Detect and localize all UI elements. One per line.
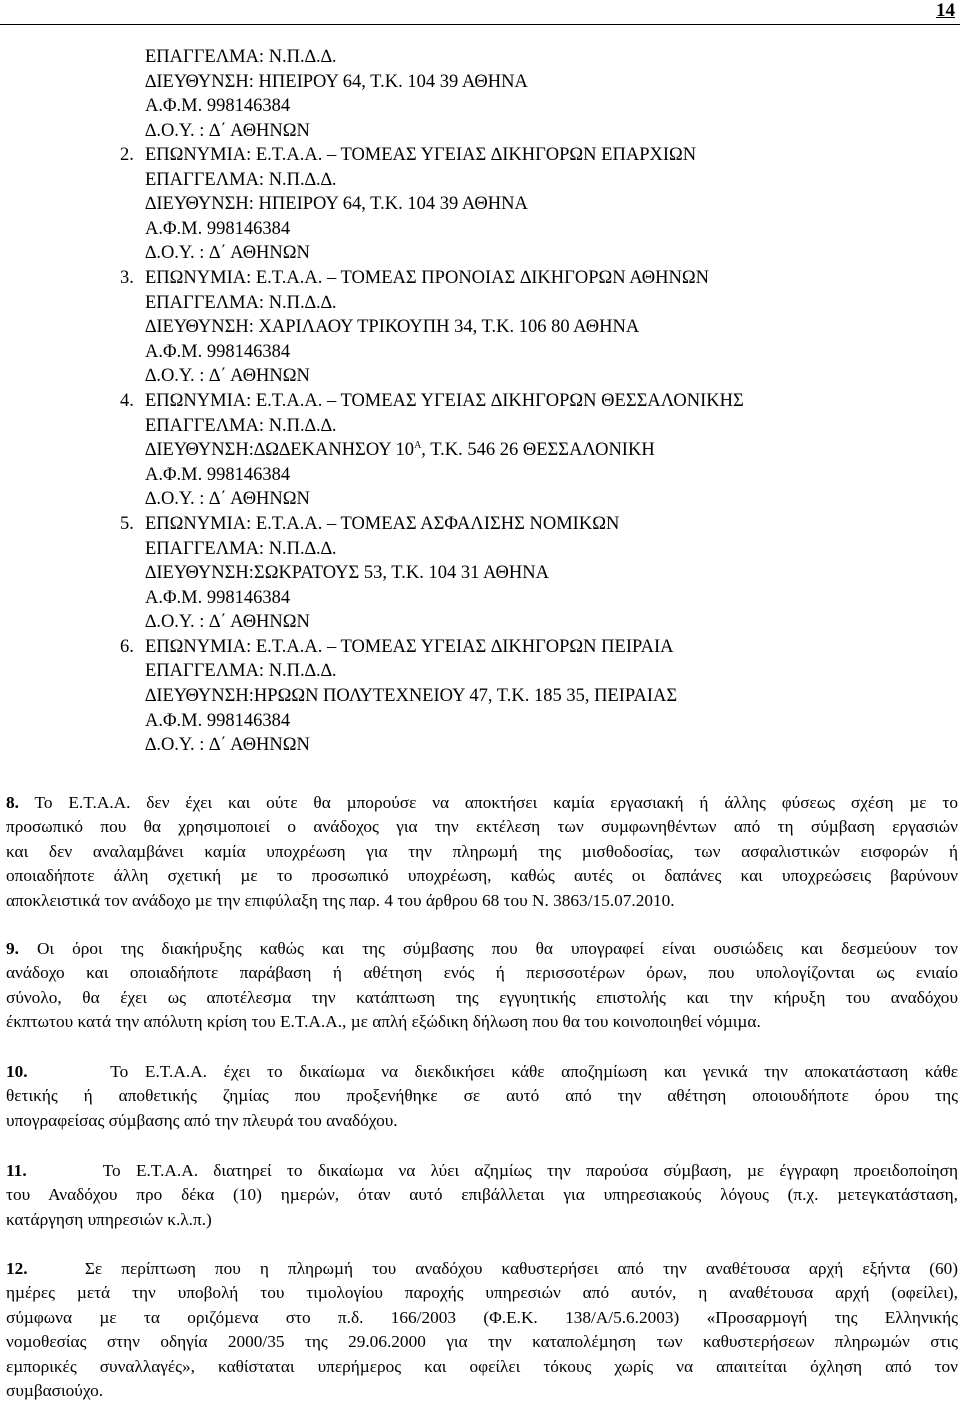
entity-entry-2 <box>120 143 744 266</box>
paragraph-line: αποκλειστικά τον ανάδοχο µε την επιφύλαξη της παρ. 4 του άρθρου 68 του Ν. 3863/15.07.2010. <box>6 890 675 910</box>
name-line: ΕΠΩΝΥΜΙΑ: Ε.Τ.Α.Α. – ΤΟΜΕΑΣ ΠΡΟΝΟΙΑΣ ∆ΙΚΗΓΟΡΩΝ ΑΘΗΝΩΝ <box>145 267 709 288</box>
paragraph-line: ανάδοχο και οποιαδήποτε παράβαση ή αθέτηση ενός ή περισσοτέρων όρων, που υπολογίζονται ως ενιαίο <box>6 963 958 983</box>
paragraph-line: και δεν αναλαµβάνει καµία υποχρέωση για την πληρωµή της µισθοδοσίας, των ασφαλιστικών εισφορών ή <box>6 841 958 861</box>
paragraph-12 <box>6 1257 958 1403</box>
entity-entry-5 <box>120 512 744 635</box>
profession-line: ΕΠΑΓΓΕΛΜΑ: Ν.Π.∆.∆. <box>145 292 337 313</box>
paragraph-10 <box>6 1060 958 1133</box>
paragraph-line: εµπορικές συναλλαγές», καθίσταται υπερήµερος και οφείλει τόκους χωρίς να απαιτείται όχληση από τον <box>6 1356 958 1376</box>
afm-line: Α.Φ.Μ. 998146384 <box>145 341 291 362</box>
paragraph-number: 12. <box>6 1259 28 1278</box>
address-line: ∆ΙΕΥΘΥΝΣΗ: ΧΑΡΙΛΑΟΥ ΤΡΙΚΟΥΠΗ 34, Τ.Κ. 106 80 ΑΘΗΝΑ <box>145 317 640 338</box>
profession-line: ΕΠΑΓΓΕΛΜΑ: Ν.Π.∆.∆. <box>145 47 337 67</box>
paragraph-9 <box>6 937 958 1035</box>
name-line: ΕΠΩΝΥΜΙΑ: Ε.Τ.Α.Α. – ΤΟΜΕΑΣ ΥΓΕΙΑΣ ∆ΙΚΗΓΟΡΩΝ ΕΠΑΡΧΙΩΝ <box>145 145 697 165</box>
paragraph-number: 9. <box>6 939 19 958</box>
paragraph-line: Το Ε.Τ.Α.Α. διατηρεί το δικαίωµα να λύει αζηµίως την παρούσα σύµβαση, µε έγγραφη προειδοποίηση <box>102 1161 958 1180</box>
doy-line: ∆.Ο.Υ. : ∆΄ ΑΘΗΝΩΝ <box>145 489 310 510</box>
name-line: ΕΠΩΝΥΜΙΑ: Ε.Τ.Α.Α. – ΤΟΜΕΑΣ ΥΓΕΙΑΣ ∆ΙΚΗΓΟΡΩΝ ΘΕΣΣΑΛΟΝΙΚΗΣ <box>145 390 744 411</box>
doy-line: ∆.Ο.Υ. : ∆΄ ΑΘΗΝΩΝ <box>145 366 310 387</box>
profession-line: ΕΠΑΓΓΕΛΜΑ: Ν.Π.∆.∆. <box>145 415 337 436</box>
address-line: ∆ΙΕΥΘΥΝΣΗ: ΗΠΕΙΡΟΥ 64, Τ.Κ. 104 39 ΑΘΗΝΑ <box>145 71 528 92</box>
entity-entry-3 <box>120 266 744 389</box>
doy-line: ∆.Ο.Υ. : ∆΄ ΑΘΗΝΩΝ <box>145 612 310 633</box>
name-line: ΕΠΩΝΥΜΙΑ: Ε.Τ.Α.Α. – ΤΟΜΕΑΣ ΑΣΦΑΛΙΣΗΣ ΝΟΜΙΚΩΝ <box>145 513 620 534</box>
entry-1-continuation <box>145 45 528 143</box>
paragraph-line: Οι όροι της διακήρυξης καθώς και της σύµβασης που θα υπογραφεί είναι ουσιώδεις και δεσµεύουν τον <box>36 939 958 958</box>
entry-number: 2. <box>120 145 134 165</box>
address-superscript: Α <box>414 440 422 452</box>
doy-line: ∆.Ο.Υ. : ∆΄ ΑΘΗΝΩΝ <box>145 120 310 141</box>
address-line: ∆ΙΕΥΘΥΝΣΗ: ΗΠΕΙΡΟΥ 64, Τ.Κ. 104 39 ΑΘΗΝΑ <box>145 194 528 215</box>
paragraph-line: Το Ε.Τ.Α.Α. έχει το δικαίωµα να διεκδικήσει κάθε αποζηµίωση και γενικά την αποκατάσταση κάθε <box>110 1062 958 1081</box>
paragraph-number: 11. <box>6 1161 27 1180</box>
paragraph-line: κατάργηση υπηρεσιών κ.λ.π.) <box>6 1209 212 1229</box>
paragraph-line: έκπτωτου κατά την απόλυτη κρίση του Ε.Τ.Α.Α., µε απλή εξώδικη δήλωση που θα του κοινοποιηθεί νόµιµα. <box>6 1012 761 1032</box>
paragraph-line: προσωπικό που θα χρησιµοποιεί ο ανάδοχος για την εκτέλεση των συµφωνηθέντων από τη σύµβαση εργασιών <box>6 817 958 837</box>
afm-line: Α.Φ.Μ. 998146384 <box>145 587 291 608</box>
paragraph-line: σύνολο, θα έχει ως αποτέλεσµα την κατάπτωση της εγγυητικής επιστολής και την κήρυξη του αναδόχου <box>6 987 958 1007</box>
doy-line: ∆.Ο.Υ. : ∆΄ ΑΘΗΝΩΝ <box>145 735 310 756</box>
address-text: ∆ΙΕΥΘΥΝΣΗ:∆Ω∆ΕΚΑΝΗΣΟΥ 10 <box>145 440 415 461</box>
address-line <box>145 438 744 463</box>
afm-line: Α.Φ.Μ. 998146384 <box>145 96 291 117</box>
entry-number: 4. <box>120 390 134 411</box>
address-line: ∆ΙΕΥΘΥΝΣΗ:ΣΩΚΡΑΤΟΥΣ 53, Τ.Κ. 104 31 ΑΘΗΝΑ <box>145 563 549 584</box>
paragraph-line: ηµέρες µετά την υποβολή του τιµολογίου παροχής υπηρεσιών από αυτόν, η αναθέτουσα αρχή (οφείλει), <box>6 1283 958 1303</box>
paragraph-line: οποιαδήποτε άλλη σχετική µε το προσωπικό υποχρέωση, καθώς αυτές οι δαπάνες και υποχρεώσεις βαρύνουν <box>6 866 958 886</box>
afm-line: Α.Φ.Μ. 998146384 <box>145 218 291 239</box>
profession-line: ΕΠΑΓΓΕΛΜΑ: Ν.Π.∆.∆. <box>145 169 337 190</box>
afm-line: Α.Φ.Μ. 998146384 <box>145 710 291 731</box>
afm-line: Α.Φ.Μ. 998146384 <box>145 464 291 485</box>
entity-entry-4 <box>120 389 744 512</box>
header-rule <box>0 24 960 25</box>
paragraph-line: υπογραφείσας σύµβασης από την πλευρά του αναδόχου. <box>6 1110 398 1130</box>
paragraph-line: θετικής ή αποθετικής ζηµίας που προξενήθηκε σε αυτό από την αθέτηση οποιουδήποτε όρου της <box>6 1086 958 1106</box>
paragraph-number: 10. <box>6 1062 28 1081</box>
entity-entry-6 <box>120 635 744 758</box>
paragraph-11 <box>6 1159 958 1232</box>
paragraph-line: σύµφωνα µε τα οριζόµενα στο π.δ. 166/2003 (Φ.Ε.Κ. 138/Α/5.6.2003) «Προσαρµογή της Ελληνικής <box>6 1307 958 1327</box>
paragraph-line: του Αναδόχου προ δέκα (10) ηµερών, όταν αυτό επιβάλλεται για υπηρεσιακούς λόγους (π.χ. µετεγκατάσταση, <box>6 1185 958 1205</box>
name-line: ΕΠΩΝΥΜΙΑ: Ε.Τ.Α.Α. – ΤΟΜΕΑΣ ΥΓΕΙΑΣ ∆ΙΚΗΓΟΡΩΝ ΠΕΙΡΑΙΑ <box>145 636 674 657</box>
entry-number: 6. <box>120 636 134 657</box>
profession-line: ΕΠΑΓΓΕΛΜΑ: Ν.Π.∆.∆. <box>145 661 337 682</box>
entry-number: 3. <box>120 267 134 288</box>
paragraph-line: Σε περίπτωση που η πληρωµή του αναδόχου καθυστερήσει από την αναθέτουσα αρχή εξήντα (60) <box>84 1259 958 1278</box>
paragraph-number: 8. <box>6 793 19 812</box>
paragraph-line: συµβασιούχο. <box>6 1381 104 1401</box>
address-text-rest: , Τ.Κ. 546 26 ΘΕΣΣΑΛΟΝΙΚΗ <box>421 440 655 461</box>
paragraph-line: νοµοθεσίας στην οδηγία 2000/35 της 29.06.2000 για την καταπολέµηση των καθυστερήσεων πληρωµών στις <box>6 1332 958 1352</box>
profession-line: ΕΠΑΓΓΕΛΜΑ: Ν.Π.∆.∆. <box>145 538 337 559</box>
paragraph-8 <box>6 791 958 913</box>
page-number: 14 <box>936 0 955 21</box>
address-line: ∆ΙΕΥΘΥΝΣΗ:ΗΡΩΩΝ ΠΟΛΥΤΕΧΝΕΙΟΥ 47, Τ.Κ. 185 35, ΠΕΙΡΑΙΑΣ <box>145 686 678 707</box>
entity-list <box>120 143 744 758</box>
entry-number: 5. <box>120 513 134 534</box>
doy-line: ∆.Ο.Υ. : ∆΄ ΑΘΗΝΩΝ <box>145 243 310 264</box>
paragraph-line: Το Ε.Τ.Α.Α. δεν έχει και ούτε θα µπορούσε να αποκτήσει καµία εργασιακή ή άλλης φύσεως σχέση µε το <box>34 793 958 812</box>
